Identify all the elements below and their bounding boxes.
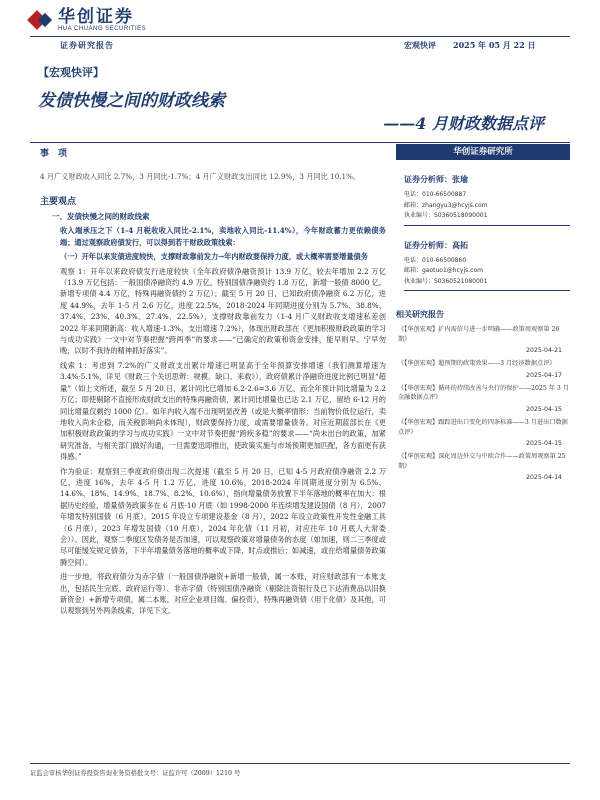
- analyst-divider: [404, 290, 570, 291]
- paragraph-2: （一）开年以来发债进度较快，支撑财政靠前发力→年内财政要保持力度，或大概率需要增量债务: [60, 252, 368, 262]
- related-reports-heading: 相关研究报告: [396, 309, 444, 319]
- analyst-phone: 电话：010-66500887: [404, 191, 467, 198]
- key-points-heading: 主要观点: [40, 197, 77, 208]
- related-report-date: 2025-04-14: [526, 474, 562, 482]
- report-tag: 【宏观快评】: [38, 66, 104, 79]
- report-subtitle: ——4 月财政数据点评: [383, 114, 544, 133]
- related-report-date: 2025-04-15: [526, 405, 562, 413]
- related-report-date: 2025-04-15: [526, 440, 562, 448]
- logo-name-en: HUA CHUANG SECURITIES: [58, 26, 147, 32]
- report-type: 证券研究报告: [60, 40, 114, 50]
- report-category: 宏观快评: [404, 40, 436, 50]
- logo-mark-icon: [30, 9, 52, 31]
- main-column: [30, 144, 386, 617]
- analyst-title: 证券分析师：张瑜: [404, 174, 468, 184]
- footer-divider: [30, 763, 570, 764]
- paragraph-4: 线索 1：考虑到 7.2%的广义财政支出累计增速已明显高于全年预算安排增速（我们测算增速为 3.4%-5.1%，详见《财政三个关切思辨：规模、缺口、来救》），政府债累计净融资进度比例已明显“超量”（如上文所述，截至 5 月 20 日，累计同比已增加 6.2-2.6=3.6 万亿，而全年预计同比增量为 2.2 万亿；即使剔除不直接形成财政支出的特殊再融资债，累计同比增量也已达 2.1 万亿，留给 6-12 月的同比增量仅剩约 1000 亿）。如年内收入端不出现明显改善（或是大概率情形：当前物价低位运行，卖地收入尚未企稳，而关税影响尚未体现），财政要保持力度，或需要增量债务。对应近期蓝部长在《更加积极财政政策的学习与成功实践》一文中对节奏把握“跨疾多稳”的要求——“尚未出台的政策，加紧研究准备，与相关部门做好沟通，一旦需要迅即推出，使政策实施与市场预期更加匹配，各方面更有获得感。”: [60, 360, 386, 462]
- event-text: 4 月广义财政收入同比 2.7%，3 月同比-1.7%；4 月广义财政支出同比 12.9%，3 月同比 10.1%。: [40, 172, 361, 181]
- section-divider: [30, 142, 570, 143]
- analyst-email[interactable]: 邮箱：zhangyu3@hcyjs.com: [404, 201, 488, 209]
- event-heading: 事 项: [40, 149, 68, 159]
- analyst-divider: [404, 225, 570, 226]
- title-block: [38, 64, 558, 134]
- institute-bar: 华创证券研究所: [396, 144, 570, 160]
- related-report-link[interactable]: 《【华创宏观】循环的持续改善与央行的保护——2025 年 3 月金融数据点评》: [398, 384, 569, 402]
- company-logo: [30, 8, 146, 32]
- paragraph-6: 进一步地，将政府债分为赤字债（一般国债净融资+新增一般债，属一本账，对应财政部有一本账支出，包括民生完底、政府运行等）、非赤字债（特别国债净融资（剔除注资银行及已下达消费品以旧换新资金）+新增专项债，属二本账，对应企业项目端、偏投资），特殊再融资债（用于化债）及其他，可以观察到另外两条线索，详见下文。: [60, 572, 386, 616]
- subsection-heading: 一、发债快慢之间的财政线索: [52, 212, 150, 222]
- logo-name-cn: 华创证券: [58, 7, 134, 27]
- page-header: [0, 0, 600, 60]
- related-report-date: 2025-04-17: [526, 371, 562, 379]
- paragraph-1: 收入端承压之下（1-4 月税收收入同比-2.1%，卖地收入同比-11.4%），今年财政蓄力更依赖债务端；通过观察政府债发行，可以得到若干财政政策线索：: [60, 226, 386, 247]
- related-report-link[interactable]: 《【华创宏观】扩内需信号进一步明确——政策周观察第 26 期》: [398, 326, 560, 343]
- analyst-email[interactable]: 邮箱：gaotuo1@hcyjs.com: [404, 267, 483, 274]
- analyst-title: 证券分析师：高拓: [404, 239, 468, 250]
- analyst-card: [404, 174, 570, 226]
- related-report-date: 2025-04-21: [526, 347, 562, 355]
- related-report-link[interactable]: 《【华创宏观】深化周边外交与中欧合作——政策周观察第 25 期》: [398, 453, 566, 470]
- analyst-phone: 电话：010-66500860: [404, 256, 467, 264]
- sidebar: [396, 144, 570, 481]
- header-divider: [30, 36, 570, 37]
- related-report-link[interactable]: 《【华创宏观】超预期的政策效果——3 月经济数据点评》: [398, 360, 556, 368]
- analyst-card: [404, 240, 570, 292]
- report-title: 发债快慢之间的财政线索: [38, 91, 225, 111]
- paragraph-3: 观察 1：开年以来政府债发行进度较快（全年政府债净融资预计 13.9 万亿，较去年增加 2.2 万亿（13.9 万亿包括：一般国债净融资约 4.9 万亿，特别国债净融资约 1.8 万亿，新增一般债 8000 亿，新增专项债 4.4 万亿，特殊再融资债约 2 万亿）；截至 5 月 20 日，已知政府债净融资 6.2 万亿，进度 44.9%，去年 1-5 月 2.6 万亿，进度 22.5%，2018-2024 年同期进度分别为 5.7%、38.8%、37.4%、23%、40.3%、27.4%、22.5%），支撑财政靠前发力（1-4 月广义财政收支增速私差创 2022 年来同期新高：收入增速-1.3%，支出增速 7.2%），体现出财政部在《更加积极财政政策的学习与成功实践》一文中对节奏把握“跨两季”的要求——“已确定的政策和资金安排，能早则早、宁早勿晚，以时不我待的精神抓好落实”。: [60, 266, 386, 356]
- paragraph-5: 作为验证：观察到三季度政府债出现二次提速（截至 5 月 20 日，已知 4-5 月政府债净融资 2.2 万亿，进度 16%，去年 4-5 月 1.2 万亿，进度 10.6%，2018-2024 年同期进度分别为 6.5%、14.6%、18%、14.9%、18.7%、8.2%、10.6%），指向增量债务放置下半年落地的概率在加大：根据历史经验，增量债务政策多在 6 月底-10 月底（如 1998-2000 年连续增发建设国债（8 月），2007 年增发特别国债（6 月底），2015 年设立专项建设基金（8 月），2022 年设立政策性开发性金融工具（6 月底），2023 年增发国债（10 月底），2024 年化债（11 月初，对应往年 10 月底人大常委会））。因此，观察二季度区发债务是否加速，可以观察政策对增量债务的态度（如加速，则二三季度或尽可能缓发规定债务，下半年增量债务落地的概率或下降，时点或推后；如减速，或在给增量债务政策腾空间）。: [60, 466, 386, 567]
- report-date: 2025 年 05 月 22 日: [453, 40, 536, 50]
- analyst-license: 执业编号：S0360521080001: [404, 277, 488, 285]
- analyst-license: 执业编号：S0360518090001: [404, 212, 488, 219]
- related-report-link[interactable]: 《【华创宏观】跟踪进出口变化的四条标准——3 月进出口数据点评》: [398, 418, 568, 436]
- footer-disclaimer: 证监会审核华创证券投资咨询业务资格批文号：证监许可（2009）1210 号: [30, 770, 241, 777]
